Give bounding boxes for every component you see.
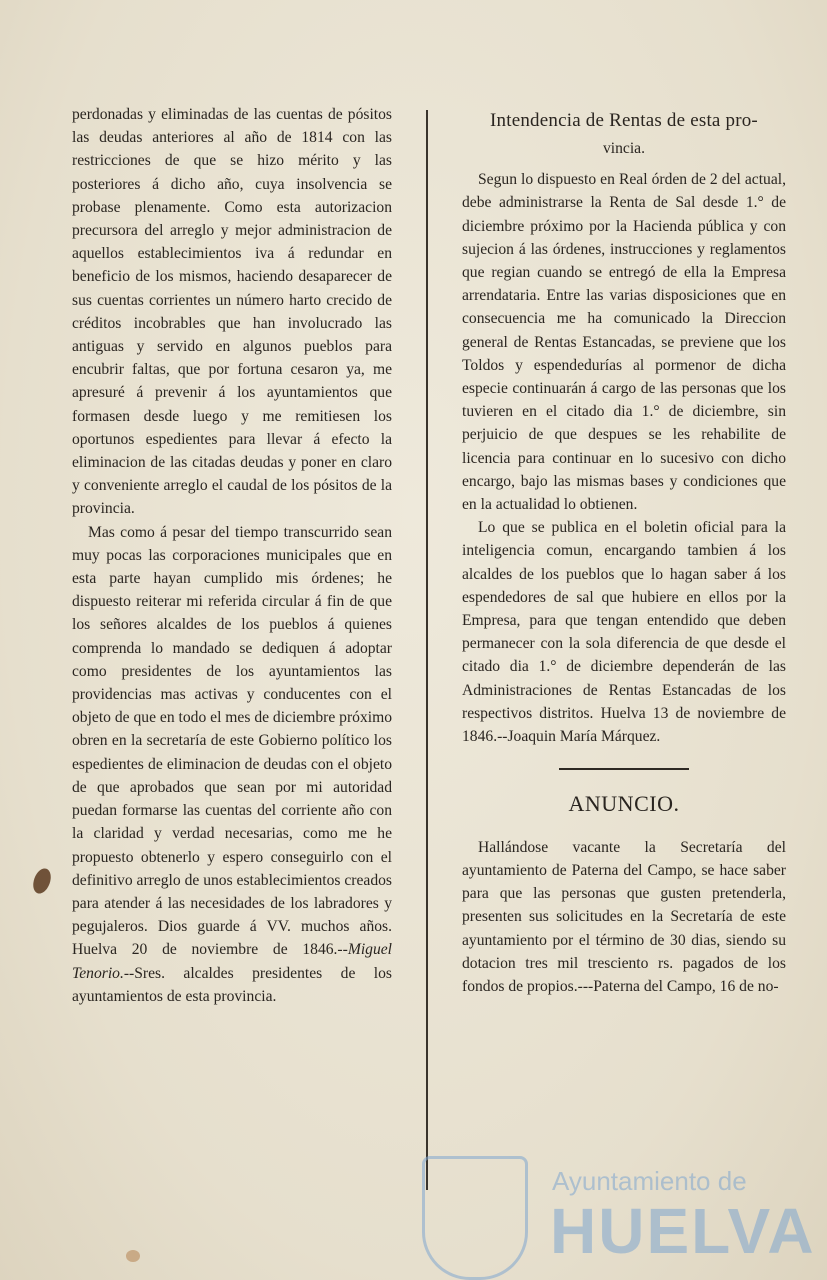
shield-icon [422,1156,528,1280]
watermark-line-1: Ayuntamiento de [552,1166,747,1196]
column-divider [426,110,428,1190]
left-paragraph-2-tail: --Sres. alcaldes presidentes de los ayuntamientos de esta provincia. [72,964,392,1005]
anuncio-title: ANUNCIO. [568,790,680,816]
paper-spot [126,1250,140,1262]
ink-stain [30,866,54,896]
archive-watermark [422,1150,816,1280]
left-paragraph-1: perdonadas y eliminadas de las cuentas de pósitos las deudas anteriores al año de 1814 con las restricciones de que se hizo mérito y las posteriores á dicho año, cuya insolvencia se probase plenamente. Como esta autorizacion precursora del arreglo y mejor administracion de aquellos establecimientos iva á redundar en beneficio de los mismos, haciendo desaparecer de sus cuentas corrientes un número harto crecido de créditos incobrables que han involucrado las antiguas y servido en algunos pueblos para encubrir faltas, que por fortuna cesaron ya, me apresuré á prevenir á los ayuntamientos que formasen desde luego y me remitiesen los oportunos espedientes para llevar á efecto la eliminacion de las citadas deudas y poner en claro y conveniente arreglo el caudal de los pósitos de la provincia. [72,106,392,518]
anuncio-paragraph: Hallándose vacante la Secretaría del ayuntamiento de Paterna del Campo, se hace saber para que las personas que gusten pretenderla, presenten sus solicitudes en la Secretaría de este ayuntamiento por el término de 30 dias, siendo su dotacion tres mil tresciento rs. pagados de los fondos de propios.---Paterna del Campo, 16 de no- [462,838,786,995]
watermark-line-2: HUELVA [550,1195,816,1267]
section-heading: Intendencia de Rentas de esta pro- [490,110,758,131]
section-divider [559,768,689,770]
right-paragraph-2: Lo que se publica en el boletin oficial para la inteligencia comun, encargando tambien á los alcaldes de los pueblos que lo hagan saber á los espendedores de sal que hubiere en ellos por la Empresa, para que tengan entendido que deben permanecer con la sola diferencia de que desde el citado dia 1.° de diciembre dependerán de las Administraciones de Rentas Estancadas de los respectivos distritos. Huelva 13 de noviembre de 1846.--Joaquin María Márquez. [462,519,786,746]
left-paragraph-2 [72,521,392,1008]
section-heading-tail: vincia. [603,140,645,157]
left-column [72,103,392,1008]
right-column [462,109,786,998]
signature-tenorio: Miguel Tenorio. [72,941,392,982]
left-paragraph-2-body: Mas como á pesar del tiempo transcurrido sean muy pocas las corporaciones municipales que en esta parte hayan cumplido mis órdenes; he dispuesto reiterar mi referida circular á fin de que los señores alcaldes de los pueblos á quienes comprenda lo mandado se dediquen á adoptar como presidentes de los ayuntamientos las providencias mas activas y conducentes con el objeto de que en todo el mes de diciembre próximo obren en la secretaría de este Gobierno político los espedientes de eliminacion de deudas con el objeto de que aprobados que sean por mi autoridad puedan formarse las cuentas del corriente año con la claridad y verdad necesarias, como me he propuesto obtenerlo y espero conseguirlo con el definitivo arreglo de unos establecimientos creados para atender á las necesidades de los labradores y pegujaleros. Dios guarde á VV. muchos años. Huelva 20 de noviembre de 1846.-- [72,523,393,959]
right-paragraph-1: Segun lo dispuesto en Real órden de 2 del actual, debe administrarse la Renta de Sal desde 1.° de diciembre próximo por la Hacienda pública y con sujecion á las órdenes, instrucciones y reglamentos que regian cuando se entregó de ella la Empresa arrendataria. Entre las varias disposiciones que en consecuencia me ha comunicado la Direccion general de Rentas Estancadas, se previene que los Toldos y espendedurías al pormenor de dicha especie continuarán á cargo de las personas que los tuvieren en el citado dia 1.° de diciembre, sin perjuicio de que despues se les rehabilite de licencia para continuar en lo sucesivo con dicho encargo, bajo las mismas bases y condiciones que en la actualidad lo obtienen. [462,171,786,514]
